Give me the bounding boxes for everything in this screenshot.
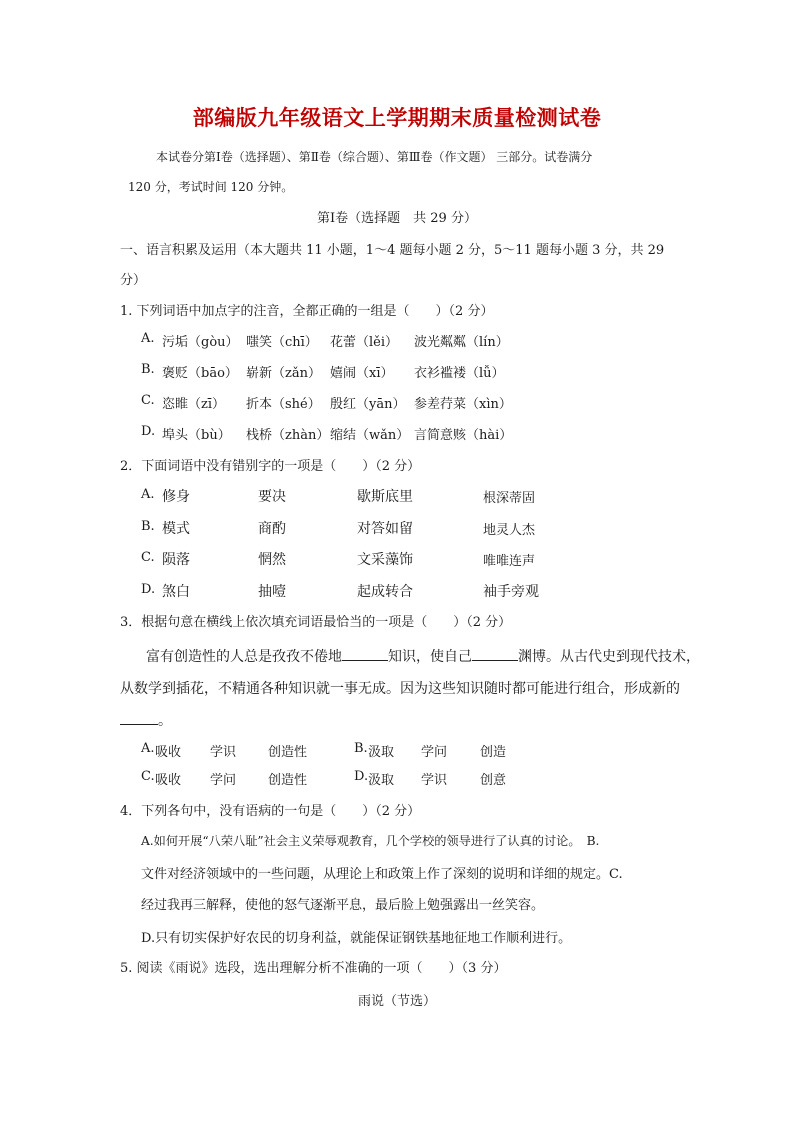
option-item: 文采藻饰 xyxy=(357,552,413,568)
option-word: 汲取 xyxy=(368,745,395,760)
option-label: C. xyxy=(141,550,155,565)
option-item: 波光粼粼（lín） xyxy=(414,335,509,350)
q3-stem: 3．根据句意在横线上依次填充词语最恰当的一项是（ ）（2 分） xyxy=(120,615,512,630)
option-item: 恣睢（zī） xyxy=(162,397,226,412)
fill-blank-1 xyxy=(342,646,388,661)
option-word: 学识 xyxy=(421,773,448,788)
option-word: 学问 xyxy=(210,773,237,788)
option-item: 地灵人杰 xyxy=(483,523,536,538)
option-item: 嬉闹（xī） xyxy=(330,366,394,381)
option-label: C. xyxy=(141,393,155,408)
option-word: 学问 xyxy=(421,745,448,760)
option-word: 吸收 xyxy=(155,745,182,760)
option-item: 抽噎 xyxy=(258,584,286,600)
passage-text: 渊博。从古代史到现代技术， xyxy=(518,649,700,665)
option-item: 折本（shé） xyxy=(246,397,321,412)
section-title: 第Ⅰ卷（选择题 共 29 分） xyxy=(317,211,477,226)
option-item: 参差荇菜（xìn） xyxy=(414,397,512,412)
option-item: 崭新（zǎn） xyxy=(246,366,321,381)
option-label: C. xyxy=(141,769,155,784)
q3-passage-line-1 xyxy=(146,646,700,666)
option-label: A. xyxy=(141,741,155,756)
option-item: 模式 xyxy=(162,521,190,537)
q4-line-4: D.只有切实保护好农民的切身利益，就能保证钢铁基地征地工作顺利进行。 xyxy=(141,931,572,946)
option-item: 衣衫褴褛（lǚ） xyxy=(414,366,505,381)
q4-line-2: 文件对经济领域中的一些问题，从理论上和政策上作了深刻的说明和详细的规定。C. xyxy=(141,867,623,882)
option-word: 创造 xyxy=(480,745,507,760)
q3-passage-line-3 xyxy=(120,710,172,730)
option-item: 埠头（bù） xyxy=(162,428,231,443)
option-label: A. xyxy=(141,487,155,502)
option-item: 商酌 xyxy=(258,521,286,537)
option-label: D. xyxy=(141,582,156,597)
option-label: B. xyxy=(354,741,368,756)
option-item: 惘然 xyxy=(258,552,286,568)
passage-text: 富有创造性的人总是孜孜不倦地 xyxy=(146,649,342,665)
page-title: 部编版九年级语文上学期期末质量检测试卷 xyxy=(192,106,602,130)
option-word: 吸收 xyxy=(155,773,182,788)
option-item: 陨落 xyxy=(162,552,190,568)
q5-subtitle: 雨说（节选） xyxy=(357,994,436,1009)
option-item: 花蕾（lěi） xyxy=(330,335,399,350)
option-item: 歇斯底里 xyxy=(357,489,413,505)
option-item: 缩结（wǎn） xyxy=(330,428,410,443)
fill-blank-2 xyxy=(472,646,518,661)
intro-line-2: 120 分，考试时间 120 分钟。 xyxy=(128,180,294,194)
option-word: 汲取 xyxy=(368,773,395,788)
q4-line-3: 经过我再三解释，使他的怒气逐渐平息，最后脸上勉强露出一丝笑容。 xyxy=(141,898,545,913)
q4-line-1: A.如何开展“八荣八耻”社会主义荣辱观教育，几个学校的领导进行了认真的讨论。 B. xyxy=(141,834,600,848)
q5-stem: 5. 阅读《雨说》选段，选出理解分析不准确的一项（ ）（3 分） xyxy=(120,961,507,976)
q2-stem: 2．下面词语中没有错别字的一项是（ ）（2 分） xyxy=(120,459,421,474)
passage-text: 知识，使自己 xyxy=(388,649,472,665)
option-item: 起成转合 xyxy=(357,584,413,600)
intro-line-1: 本试卷分第Ⅰ卷（选择题）、第Ⅱ卷（综合题）、第Ⅲ卷（作文题） 三部分。试卷满分 xyxy=(156,150,593,164)
option-item: 嗤笑（chī） xyxy=(246,335,318,350)
option-label: B. xyxy=(141,362,155,377)
option-word: 创意 xyxy=(480,773,507,788)
q3-passage-line-2: 从数学到插花，不精通各种知识就一事无成。因为这些知识随时都可能进行组合，形成新的 xyxy=(120,681,680,697)
option-item: 煞白 xyxy=(162,584,190,600)
option-item: 言简意赅（hài） xyxy=(414,428,513,443)
option-label: B. xyxy=(141,519,155,534)
option-word: 创造性 xyxy=(268,773,308,788)
option-word: 学识 xyxy=(210,745,237,760)
option-item: 修身 xyxy=(162,489,190,505)
passage-text: 。 xyxy=(158,713,172,729)
q1-stem: 1. 下列词语中加点字的注音，全都正确的一组是（ ）（2 分） xyxy=(120,304,494,319)
option-label: D. xyxy=(141,424,156,439)
option-item: 唯唯连声 xyxy=(483,554,536,569)
option-label: D. xyxy=(354,769,369,784)
fill-blank-3 xyxy=(120,710,158,725)
q4-stem: 4．下列各句中，没有语病的一句是（ ）（2 分） xyxy=(120,804,421,819)
option-item: 栈桥（zhàn） xyxy=(246,428,330,443)
part1-heading: 一、语言积累及运用（本大题共 11 小题，1～4 题每小题 2 分，5～11 题每小题 3 分，共 29 xyxy=(120,243,665,258)
option-item: 污垢（gòu） xyxy=(162,335,239,350)
option-item: 袖手旁观 xyxy=(483,584,539,600)
option-item: 褒贬（bāo） xyxy=(162,366,238,381)
option-item: 要决 xyxy=(258,489,286,505)
option-word: 创造性 xyxy=(268,745,308,760)
option-label: A. xyxy=(141,331,155,346)
option-item: 根深蒂固 xyxy=(483,491,536,506)
part1-heading-cont: 分） xyxy=(120,273,147,288)
option-item: 对答如留 xyxy=(357,521,413,537)
option-item: 殷红（yān） xyxy=(330,397,406,412)
